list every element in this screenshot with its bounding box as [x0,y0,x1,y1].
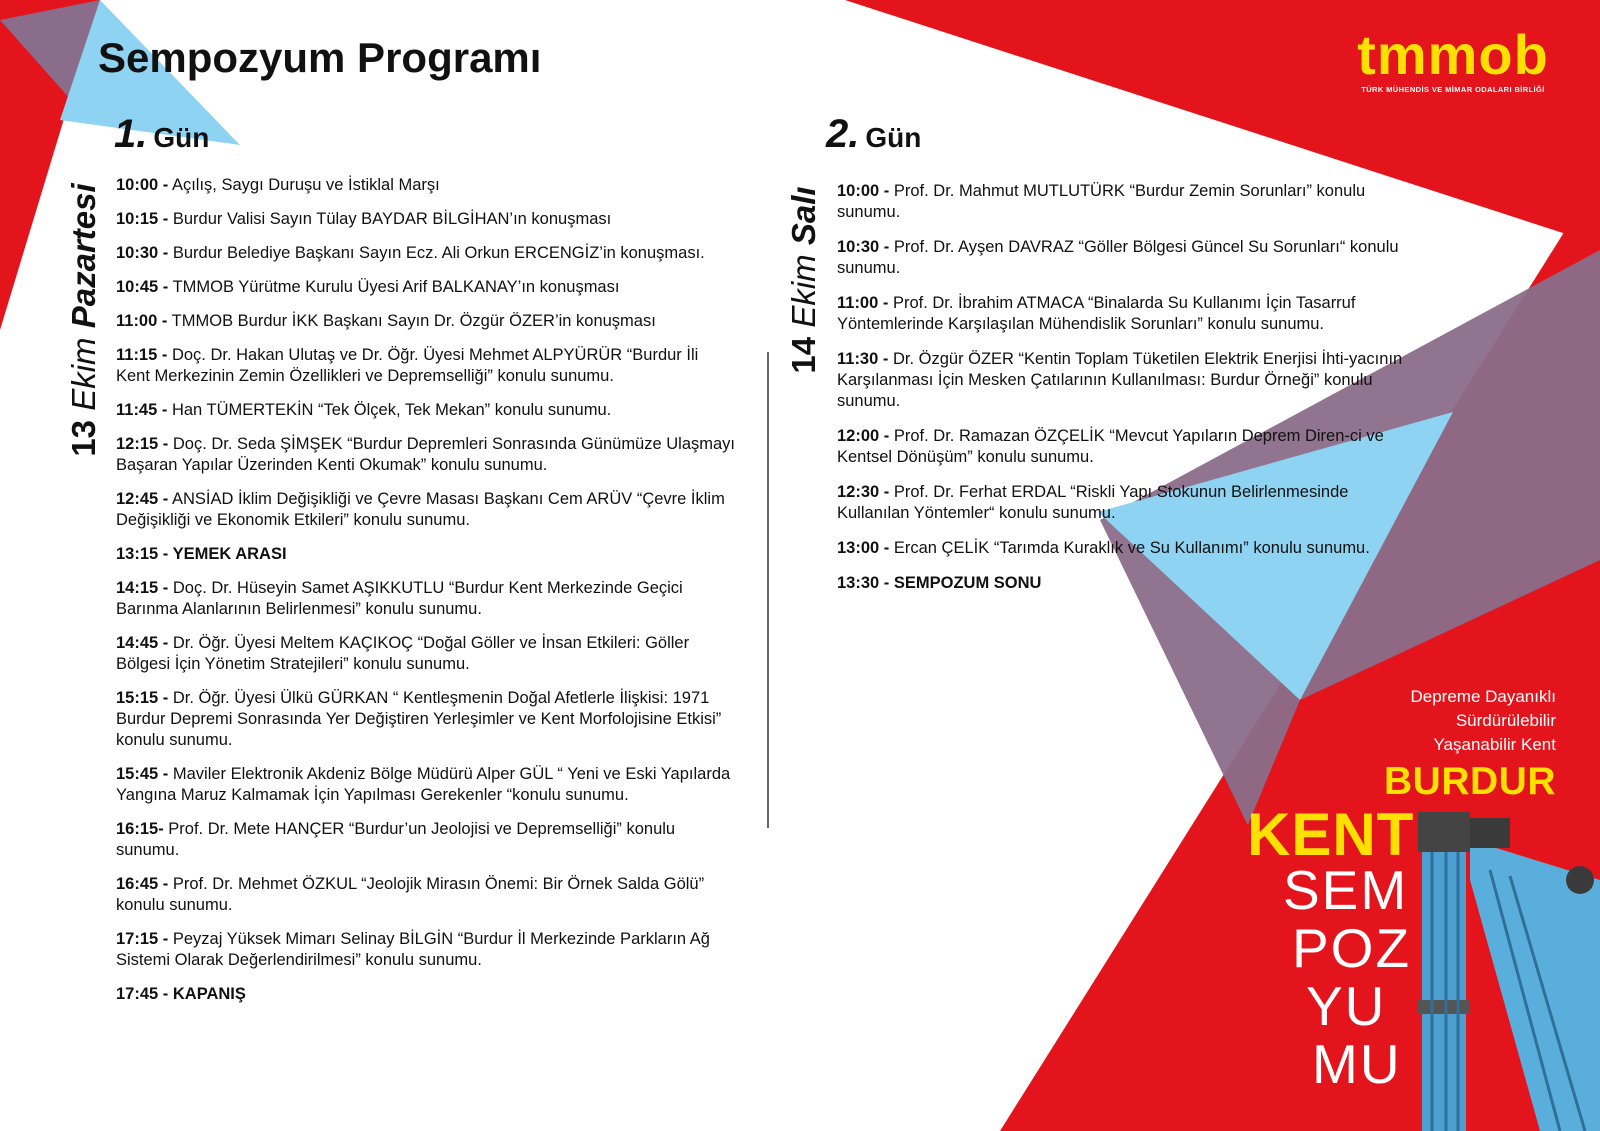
day1-label: Gün [153,122,210,153]
schedule-time: 12:00 - [837,427,890,445]
day2-date-month: Ekim [785,254,822,328]
sempozyumu-line: SEM [1283,859,1409,921]
tagline-line: Yaşanabilir Kent [1433,735,1556,754]
schedule-time: 16:15- [116,820,164,838]
tagline [1300,685,1556,757]
schedule-time: 17:15 - [116,930,169,948]
sempozyumu-line: MU [1312,1033,1402,1095]
day2-date-num: 14 [785,336,822,374]
schedule-time: 11:30 - [837,350,889,368]
schedule-text: Dr. Öğr. Üyesi Ülkü GÜRKAN “ Kentleşmenin Doğal Afetlerle İlişkisi: 1971 Burdur Depremi Sonrasında Yer Değiştiren Yerleşimler ve Kent Morfolojisine Etkisi” konulu sunumu. [116,689,722,749]
schedule-item [116,578,736,620]
schedule-text: Prof. Dr. Ferhat ERDAL “Riskli Yapı Stokunun Belirlenmesinde Kullanılan Yöntemler“ konulu sunumu. [837,483,1349,522]
schedule-item [116,929,736,971]
tmmob-logo [1346,23,1560,94]
schedule-text: Açılış, Saygı Duruşu ve İstiklal Marşı [168,176,440,194]
schedule-item [837,482,1412,524]
schedule-item [837,426,1412,468]
schedule-item [116,984,736,1005]
schedule-text: Han TÜMERTEKİN “Tek Ölçek, Tek Mekan” konulu sunumu. [167,401,612,419]
schedule-time: 12:15 - [116,435,169,453]
schedule-item [116,434,736,476]
schedule-text: SEMPOZUM SONU [889,574,1042,592]
schedule-time: 14:15 - [116,579,169,597]
schedule-time: 16:45 - [116,875,169,893]
schedule-item [116,633,736,675]
kent-word: KENT [1247,801,1415,868]
schedule-text: Prof. Dr. Ayşen DAVRAZ “Göller Bölgesi Güncel Su Sorunları“ konulu sunumu. [837,238,1399,277]
schedule-item [837,293,1412,335]
schedule-text: Ercan ÇELİK “Tarımda Kuraklık ve Su Kullanımı” konulu sunumu. [889,539,1370,557]
schedule-text: KAPANIŞ [168,985,246,1003]
schedule-item [116,400,736,421]
schedule-text: Prof. Dr. Ramazan ÖZÇELİK “Mevcut Yapıların Deprem Diren-ci ve Kentsel Dönüşüm” konulu sunumu. [837,427,1384,466]
day1-heading [114,112,209,157]
sempozyumu-line: YU [1306,975,1387,1037]
day1-date-num: 13 [65,419,102,457]
schedule-item [116,874,736,916]
schedule-text: Doç. Dr. Seda ŞİMŞEK “Burdur Depremleri Sonrasında Günümüze Ulaşmayı Başaran Yapılar Üzerinden Kenti Okumak” konulu sunumu. [116,435,736,474]
schedule-item [837,237,1412,279]
schedule-text: YEMEK ARASI [168,545,287,563]
day2-date-day: Salı [785,186,822,246]
schedule-text: Doç. Dr. Hüseyin Samet AŞIKKUTLU “Burdur Kent Merkezinde Geçici Barınma Alanlarının Belirlenmesi” konulu sunumu. [116,579,683,618]
schedule-item [116,489,736,531]
schedule-time: 11:45 - [116,401,168,419]
schedule-text: Peyzaj Yüksek Mimarı Selinay BİLGİN “Burdur İl Merkezinde Parkların Ağ Sistemi Olarak Değerlendirilmesi” konulu sunumu. [116,930,710,969]
schedule-text: Doç. Dr. Hakan Ulutaş ve Dr. Öğr. Üyesi Mehmet ALPYÜRÜR “Burdur İli Kent Merkezinin Zemin Özellikleri ve Depremselliği” konulu sunumu. [116,346,699,385]
schedule-time: 17:45 - [116,985,169,1003]
day2-number: 2. [826,112,860,156]
day2-date [785,165,825,395]
schedule-text: Prof. Dr. İbrahim ATMACA “Binalarda Su Kullanımı İçin Tasarruf Yöntemlerinde Karşılaşılan Mühendislik Sorunları” konulu sunumu. [837,294,1356,333]
day1-date [65,155,105,485]
schedule-time: 14:45 - [116,634,169,652]
schedule-item [116,345,736,387]
schedule-time: 12:45 - [116,490,169,508]
schedule-time: 15:15 - [116,689,169,707]
day2-label: Gün [865,122,922,153]
tagline-line: Depreme Dayanıklı [1410,687,1556,706]
schedule-text: Dr. Öğr. Üyesi Meltem KAÇIKOÇ “Doğal Göller ve İnsan Etkileri: Göller Bölgesi İçin Yönetim Stratejileri” konulu sunumu. [116,634,690,673]
schedule-item [116,819,736,861]
day1-date-day: Pazartesi [65,183,102,329]
schedule-text: ANSİAD İklim Değişikliği ve Çevre Masası Başkanı Cem ARÜV “Çevre İklim Değişikliği ve Ekonomik Etkileri” konulu sunumu. [116,490,725,529]
schedule-time: 10:00 - [837,182,890,200]
schedule-text: Prof. Dr. Mahmut MUTLUTÜRK “Burdur Zemin Sorunları” konulu sunumu. [837,182,1366,221]
sempozyumu-line: POZ [1292,917,1412,979]
schedule-item [837,538,1412,559]
tagline-line: Sürdürülebilir [1455,711,1556,730]
schedule-item [116,243,736,264]
day1-schedule [116,175,736,1018]
schedule-time: 13:00 - [837,539,890,557]
schedule-time: 13:30 - [837,574,890,592]
schedule-item [837,181,1412,223]
day2-schedule [837,181,1412,608]
schedule-text: TMMOB Burdur İKK Başkanı Sayın Dr. Özgür ÖZER’in konuşması [167,312,656,330]
schedule-item [837,349,1412,412]
schedule-item [116,209,736,230]
day1-number: 1. [114,112,148,156]
schedule-item [837,573,1412,594]
schedule-text: Prof. Dr. Mehmet ÖZKUL “Jeolojik Mirasın Önemi: Bir Örnek Salda Gölü” konulu sunumu. [116,875,705,914]
day1-date-month: Ekim [65,337,102,411]
schedule-item [116,277,736,298]
schedule-time: 10:45 - [116,278,169,296]
schedule-item [116,311,736,332]
schedule-time: 12:30 - [837,483,890,501]
schedule-item [116,544,736,565]
schedule-time: 10:30 - [837,238,890,256]
schedule-item [116,688,736,751]
schedule-time: 15:45 - [116,765,169,783]
schedule-text: TMMOB Yürütme Kurulu Üyesi Arif BALKANAY’ın konuşması [168,278,620,296]
schedule-text: Maviler Elektronik Akdeniz Bölge Müdürü Alper GÜL “ Yeni ve Eski Yapılarda Yangına Maruz Kalmamak İçin Yapılması Gerekenler “konulu sunumu. [116,765,731,804]
schedule-time: 11:00 - [116,312,168,330]
day2-heading [826,112,921,157]
schedule-time: 11:00 - [837,294,889,312]
logo-subtitle: TÜRK MÜHENDİS VE MİMAR ODALARI BİRLİĞİ [1361,85,1545,94]
schedule-item [116,764,736,806]
schedule-text: Burdur Belediye Başkanı Sayın Ecz. Ali Orkun ERCENGİZ’in konuşması. [168,244,705,262]
schedule-item [116,175,736,196]
burdur-word: BURDUR [1384,760,1556,803]
schedule-time: 11:15 - [116,346,168,364]
schedule-time: 13:15 - [116,545,169,563]
schedule-text: Dr. Özgür ÖZER “Kentin Toplam Tüketilen Elektrik Enerjisi İhti-yacının Karşılanması İçin Mesken Çatılarının Kullanılması: Burdur Örneği” konulu sunumu. [837,350,1403,410]
schedule-text: Prof. Dr. Mete HANÇER “Burdur’un Jeolojisi ve Depremselliği” konulu sunumu. [116,820,676,859]
logo-word: tmmob [1357,23,1549,86]
schedule-time: 10:30 - [116,244,169,262]
page-title: Sempozyum Programı [98,34,542,81]
schedule-time: 10:00 - [116,176,169,194]
schedule-time: 10:15 - [116,210,169,228]
schedule-text: Burdur Valisi Sayın Tülay BAYDAR BİLGİHAN’ın konuşması [168,210,612,228]
column-divider [767,352,769,828]
